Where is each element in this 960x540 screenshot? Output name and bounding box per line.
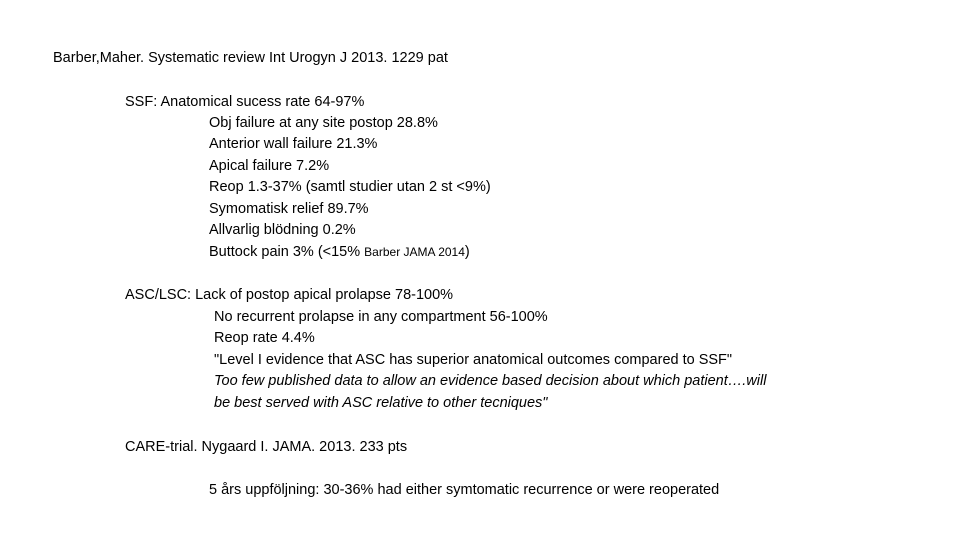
ssf-item-buttock xyxy=(209,243,470,261)
asc-item: Reop rate 4.4% xyxy=(214,330,315,346)
buttock-pain-text: Buttock pain 3% (<15% xyxy=(209,244,365,260)
care-heading: CARE-trial. Nygaard I. JAMA. 2013. 233 pts xyxy=(125,439,408,455)
asc-italic-line: be best served with ASC relative to other tecniques" xyxy=(214,395,548,411)
asc-item: No recurrent prolapse in any compartment 56-100% xyxy=(214,309,548,325)
ssf-heading: SSF: Anatomical sucess rate 64-97% xyxy=(125,94,365,110)
ssf-item: Anterior wall failure 21.3% xyxy=(209,136,378,152)
ssf-item: Allvarlig blödning 0.2% xyxy=(209,222,356,238)
citation-header: Barber,Maher. Systematic review Int Urogyn J 2013. 1229 pat xyxy=(53,50,448,66)
ssf-item: Apical failure 7.2% xyxy=(209,158,330,174)
asc-heading: ASC/LSC: Lack of postop apical prolapse 78-100% xyxy=(125,287,454,303)
buttock-close-paren: ) xyxy=(464,244,470,260)
asc-italic-line: Too few published data to allow an evidence based decision about which patient….will xyxy=(214,373,767,389)
buttock-reference: Barber JAMA 2014 xyxy=(364,245,465,259)
ssf-item: Reop 1.3-37% (samtl studier utan 2 st <9%) xyxy=(209,179,491,195)
care-followup: 5 års uppföljning: 30-36% had either symtomatic recurrence or were reoperated xyxy=(209,482,720,498)
ssf-item: Obj failure at any site postop 28.8% xyxy=(209,115,438,131)
asc-quote: "Level I evidence that ASC has superior anatomical outcomes compared to SSF" xyxy=(214,352,733,368)
ssf-item: Symomatisk relief 89.7% xyxy=(209,201,369,217)
